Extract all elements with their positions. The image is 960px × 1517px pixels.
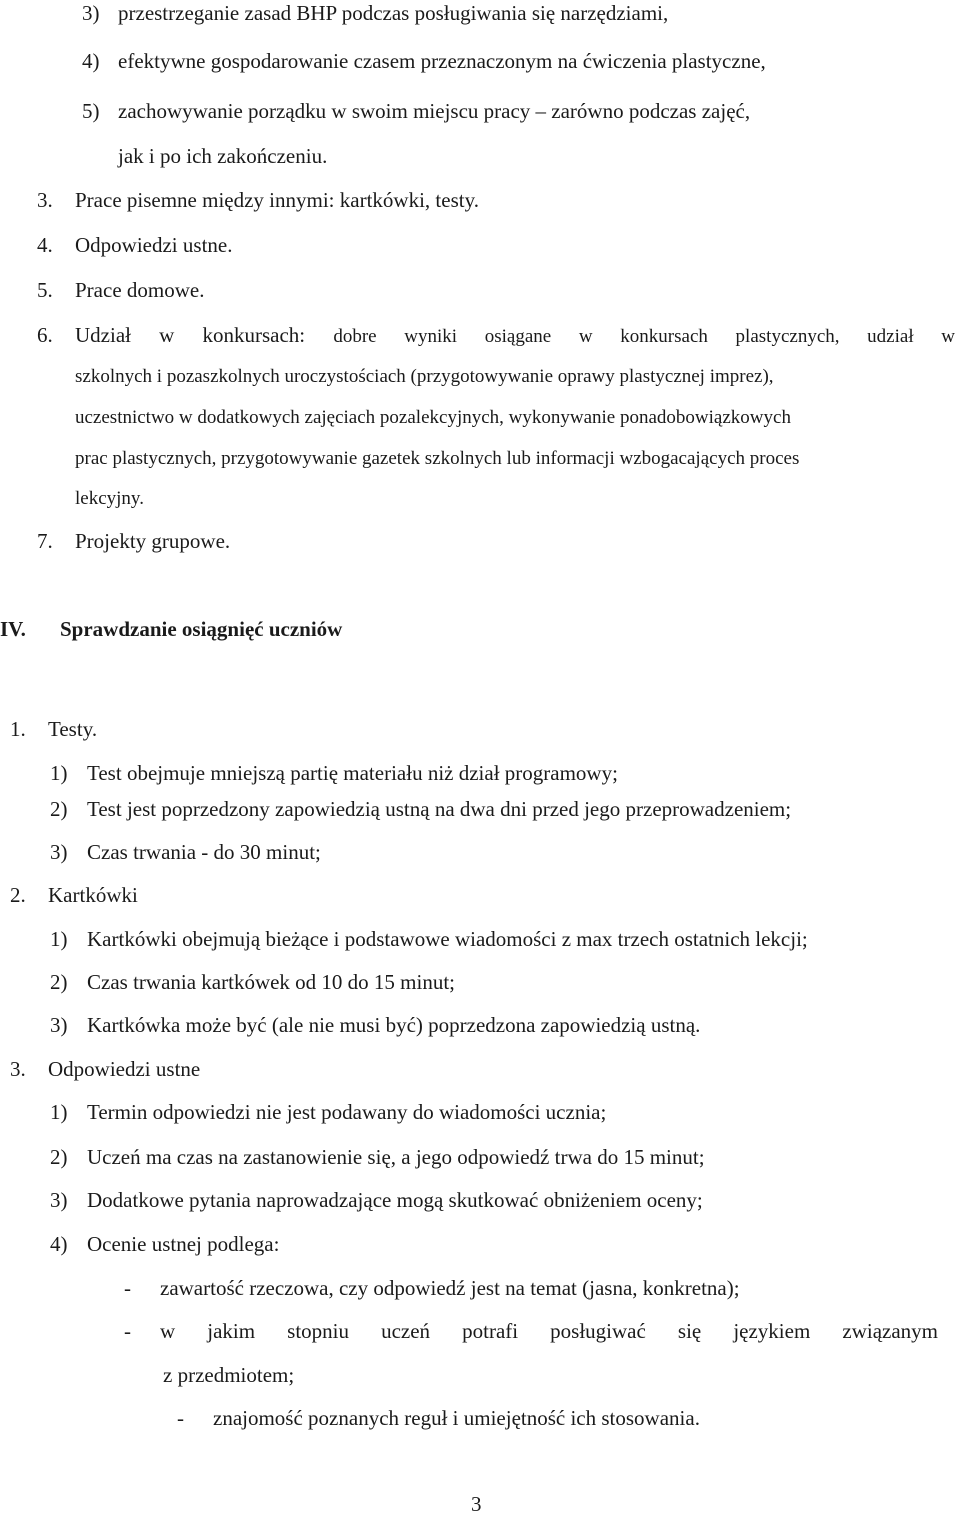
list-item-number: 2) (50, 1145, 68, 1169)
list-item (82, 98, 750, 124)
numbered-item-number: 7. (37, 529, 53, 553)
numbered-item (37, 232, 232, 258)
numbered-item-number: 5. (37, 278, 53, 302)
subsection-title: Testy. (48, 717, 98, 741)
numbered-item-text: Projekty grupowe. (75, 529, 231, 553)
list-item-text: Test jest poprzedzony zapowiedzią ustną na dwa dni przed jego przeprowadzeniem; (87, 797, 792, 821)
list-item (50, 1187, 703, 1213)
list-item (50, 1012, 700, 1038)
bullet-continuation (163, 1362, 294, 1388)
list-item-number: 5) (82, 99, 100, 123)
list-item (50, 796, 791, 822)
bullet-dash: - (124, 1276, 131, 1300)
list-item-number: 3) (82, 1, 100, 25)
list-item-number: 4) (50, 1232, 68, 1256)
section-title: Sprawdzanie osiągnięć uczniów (60, 617, 343, 641)
list-item-text: Czas trwania - do 30 minut; (87, 840, 321, 864)
numbered-item (37, 187, 479, 213)
list-item-text: Test obejmuje mniejszą partię materiału niż dział programowy; (87, 761, 618, 785)
numbered-item-number: 6. (37, 323, 53, 347)
bullet-dash: - (177, 1406, 184, 1430)
list-item-number: 3) (50, 1013, 68, 1037)
list-item-text: przestrzeganie zasad BHP podczas posługiwania się narzędziami, (118, 1, 669, 25)
bullet-item (124, 1318, 938, 1344)
numbered-item-number: 3. (37, 188, 53, 212)
numbered-item-line: prac plastycznych, przygotowywanie gazetek szkolnych lub informacji wzbogacających proces (75, 448, 800, 469)
list-item-continuation (118, 143, 327, 169)
bullet-text: w jakim stopniu uczeń potrafi posługiwać się językiem związanym (160, 1319, 938, 1343)
list-item (50, 1099, 606, 1125)
subsection-heading (10, 716, 97, 742)
section-heading (0, 616, 342, 642)
list-item-text: Dodatkowe pytania naprowadzające mogą skutkować obniżeniem oceny; (87, 1188, 703, 1212)
list-item (50, 926, 808, 952)
list-item-text: Uczeń ma czas na zastanowienie się, a jego odpowiedź trwa do 15 minut; (87, 1145, 705, 1169)
list-item (50, 1231, 279, 1257)
numbered-item-text: Odpowiedzi ustne. (75, 233, 233, 257)
list-item-text: Kartkówka może być (ale nie musi być) poprzedzona zapowiedzią ustną. (87, 1013, 701, 1037)
numbered-item (37, 528, 230, 554)
numbered-item-text: Prace domowe. (75, 278, 205, 302)
list-item-number: 1) (50, 1100, 68, 1124)
list-item-text: Termin odpowiedzi nie jest podawany do wiadomości ucznia; (87, 1100, 607, 1124)
list-item-text: Ocenie ustnej podlega: (87, 1232, 280, 1256)
subsection-title: Odpowiedzi ustne (48, 1057, 201, 1081)
numbered-item-lead: Udział w konkursach: (75, 323, 306, 347)
subsection-number: 1. (10, 717, 26, 741)
numbered-item (37, 322, 75, 348)
section-number: IV. (0, 617, 26, 641)
list-item (50, 839, 321, 865)
list-item-text: Czas trwania kartkówek od 10 do 15 minut; (87, 970, 456, 994)
numbered-item-line: dobre wyniki osiągane w konkursach plastycznych, udział w (333, 326, 956, 347)
list-item-number: 2) (50, 797, 68, 821)
list-item-text: Kartkówki obejmują bieżące i podstawowe wiadomości z max trzech ostatnich lekcji; (87, 927, 808, 951)
list-item (50, 1144, 705, 1170)
page-number: 3 (471, 1492, 482, 1516)
list-item-number: 3) (50, 840, 68, 864)
bullet-dash: - (124, 1319, 131, 1343)
list-item-number: 1) (50, 927, 68, 951)
bullet-item (177, 1405, 700, 1431)
numbered-item-line: szkolnych i pozaszkolnych uroczystościach (przygotowywanie oprawy plastycznej imprez), (75, 366, 774, 387)
bullet-text: zawartość rzeczowa, czy odpowiedź jest na temat (jasna, konkretna); (160, 1276, 740, 1300)
list-item (82, 48, 766, 74)
bullet-text: znajomość poznanych reguł i umiejętność ich stosowania. (213, 1406, 700, 1430)
list-item-number: 2) (50, 970, 68, 994)
subsection-number: 3. (10, 1057, 26, 1081)
list-item-text: efektywne gospodarowanie czasem przeznaczonym na ćwiczenia plastyczne, (118, 49, 766, 73)
list-item (50, 760, 618, 786)
list-item (50, 969, 455, 995)
list-item-text: jak i po ich zakończeniu. (118, 144, 328, 168)
subsection-heading (10, 882, 138, 908)
numbered-item-text: Prace pisemne między innymi: kartkówki, testy. (75, 188, 479, 212)
subsection-title: Kartkówki (48, 883, 138, 907)
list-item-number: 1) (50, 761, 68, 785)
subsection-heading (10, 1056, 200, 1082)
bullet-item (124, 1275, 740, 1301)
bullet-text: z przedmiotem; (163, 1363, 295, 1387)
list-item-text: zachowywanie porządku w swoim miejscu pracy – zarówno podczas zajęć, (118, 99, 751, 123)
list-item (82, 0, 668, 26)
subsection-number: 2. (10, 883, 26, 907)
list-item-number: 3) (50, 1188, 68, 1212)
list-item-number: 4) (82, 49, 100, 73)
numbered-item-text (75, 322, 955, 350)
numbered-item-number: 4. (37, 233, 53, 257)
numbered-item-line: uczestnictwo w dodatkowych zajęciach pozalekcyjnych, wykonywanie ponadobowiązkowych (75, 407, 791, 428)
numbered-item-line: lekcyjny. (75, 488, 144, 509)
numbered-item (37, 277, 204, 303)
